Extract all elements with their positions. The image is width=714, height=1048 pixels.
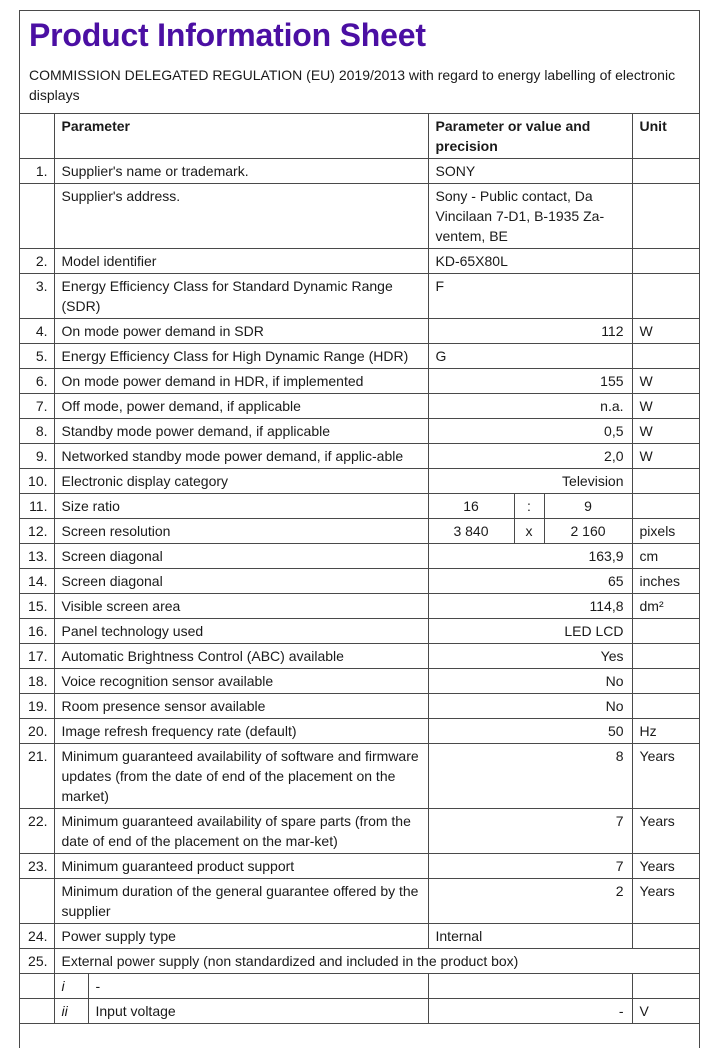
table-row: [20, 924, 700, 949]
row-number: 1.: [20, 159, 54, 184]
parameter-unit: [632, 694, 700, 719]
table-row: [20, 544, 700, 569]
table-row: [20, 569, 700, 594]
table-row: [20, 369, 700, 394]
parameter-name: -: [88, 974, 428, 999]
parameter-value: [428, 974, 632, 999]
parameter-unit: inches: [632, 569, 700, 594]
row-number: 15.: [20, 594, 54, 619]
page-title: Product Information Sheet: [29, 17, 426, 53]
parameter-name: Electronic display category: [54, 469, 428, 494]
parameter-name: Size ratio: [54, 494, 428, 519]
value-separator: :: [514, 494, 544, 519]
value-part-2: 9: [544, 494, 632, 519]
row-number: 7.: [20, 394, 54, 419]
parameter-unit: W: [632, 394, 700, 419]
row-number: 25.: [20, 949, 54, 974]
parameter-name: Energy Efficiency Class for Standard Dynamic Range (SDR): [54, 274, 428, 319]
parameter-unit: [632, 249, 700, 274]
row-number: [20, 999, 54, 1024]
table-row: [20, 854, 700, 879]
parameter-unit: [632, 669, 700, 694]
table-row: [20, 949, 700, 974]
row-number: 8.: [20, 419, 54, 444]
table-row: [20, 319, 700, 344]
parameter-unit: dm²: [632, 594, 700, 619]
header-value: Parameter or value and precision: [428, 114, 632, 159]
parameter-value: Internal: [428, 924, 632, 949]
table-row: [20, 619, 700, 644]
parameter-unit: cm: [632, 544, 700, 569]
parameter-unit: W: [632, 369, 700, 394]
parameter-value: 7: [428, 854, 632, 879]
table-row: [20, 519, 700, 544]
parameter-unit: [632, 469, 700, 494]
parameter-name: Voice recognition sensor available: [54, 669, 428, 694]
parameter-unit: [632, 644, 700, 669]
parameter-unit: W: [632, 319, 700, 344]
header-unit: Unit: [632, 114, 700, 159]
parameter-name: Screen resolution: [54, 519, 428, 544]
parameter-name: Supplier's address.: [54, 184, 428, 249]
parameter-unit: Years: [632, 879, 700, 924]
parameter-value: 7: [428, 809, 632, 854]
parameter-value: 2,0: [428, 444, 632, 469]
row-number: 21.: [20, 744, 54, 809]
row-number: 11.: [20, 494, 54, 519]
parameter-name: Visible screen area: [54, 594, 428, 619]
parameter-value: LED LCD: [428, 619, 632, 644]
parameter-value: No: [428, 694, 632, 719]
parameter-value: F: [428, 274, 632, 319]
parameter-value: Yes: [428, 644, 632, 669]
header-parameter: Parameter: [54, 114, 428, 159]
parameter-name: Panel technology used: [54, 619, 428, 644]
table-row: [20, 744, 700, 809]
parameter-name: Minimum guaranteed availability of software and firmware updates (from the date of end of the placement on the market): [54, 744, 428, 809]
parameter-value: Television: [428, 469, 632, 494]
table-row: [20, 974, 700, 999]
table-row: [20, 669, 700, 694]
product-information-sheet: [19, 10, 700, 1048]
parameter-value: 2: [428, 879, 632, 924]
table-row: [20, 274, 700, 319]
parameter-value: Sony - Public contact, Da Vincilaan 7-D1, B-1935 Za-ventem, BE: [428, 184, 632, 249]
parameter-value: 112: [428, 319, 632, 344]
parameter-unit: Years: [632, 744, 700, 809]
parameter-unit: Years: [632, 854, 700, 879]
parameter-value: 8: [428, 744, 632, 809]
row-number: 20.: [20, 719, 54, 744]
parameter-unit: pixels: [632, 519, 700, 544]
parameter-value: KD-65X80L: [428, 249, 632, 274]
parameter-unit: [632, 274, 700, 319]
parameter-unit: W: [632, 444, 700, 469]
row-number: 5.: [20, 344, 54, 369]
parameter-unit: W: [632, 419, 700, 444]
parameter-unit: [632, 159, 700, 184]
row-number: 18.: [20, 669, 54, 694]
parameter-name: External power supply (non standardized and included in the product box): [54, 949, 700, 974]
parameter-value: 50: [428, 719, 632, 744]
table-row: [20, 419, 700, 444]
sheet-header: [20, 11, 699, 114]
parameter-value: 65: [428, 569, 632, 594]
parameter-value: 163,9: [428, 544, 632, 569]
table-row: [20, 159, 700, 184]
parameter-value: -: [428, 999, 632, 1024]
parameter-value: 155: [428, 369, 632, 394]
parameter-unit: [632, 619, 700, 644]
table-row: [20, 809, 700, 854]
parameter-name: Networked standby mode power demand, if applic-able: [54, 444, 428, 469]
parameter-value: SONY: [428, 159, 632, 184]
parameter-unit: [632, 494, 700, 519]
parameter-unit: [632, 184, 700, 249]
header-num-cell: [20, 114, 54, 159]
table-row: [20, 444, 700, 469]
row-number: [20, 974, 54, 999]
value-separator: x: [514, 519, 544, 544]
row-number: 16.: [20, 619, 54, 644]
value-part-1: 16: [428, 494, 514, 519]
parameter-name: On mode power demand in SDR: [54, 319, 428, 344]
table-row: [20, 344, 700, 369]
row-number: 4.: [20, 319, 54, 344]
table-row: [20, 694, 700, 719]
parameter-name: Automatic Brightness Control (ABC) available: [54, 644, 428, 669]
parameter-unit: [632, 974, 700, 999]
parameter-name: Energy Efficiency Class for High Dynamic Range (HDR): [54, 344, 428, 369]
row-number: 14.: [20, 569, 54, 594]
row-number: 22.: [20, 809, 54, 854]
parameter-unit: V: [632, 999, 700, 1024]
parameters-table: [20, 114, 700, 1024]
parameter-name: Screen diagonal: [54, 544, 428, 569]
sub-index: ii: [54, 999, 88, 1024]
parameter-name: Standby mode power demand, if applicable: [54, 419, 428, 444]
parameter-name: Input voltage: [88, 999, 428, 1024]
sub-index: i: [54, 974, 88, 999]
parameter-name: Off mode, power demand, if applicable: [54, 394, 428, 419]
parameter-value: 0,5: [428, 419, 632, 444]
row-number: [20, 184, 54, 249]
parameter-name: Room presence sensor available: [54, 694, 428, 719]
parameter-name: Image refresh frequency rate (default): [54, 719, 428, 744]
row-number: 10.: [20, 469, 54, 494]
parameter-name: Model identifier: [54, 249, 428, 274]
parameter-name: On mode power demand in HDR, if implemented: [54, 369, 428, 394]
table-row: [20, 879, 700, 924]
row-number: 3.: [20, 274, 54, 319]
parameter-name: Supplier's name or trademark.: [54, 159, 428, 184]
table-row: [20, 999, 700, 1024]
table-row: [20, 494, 700, 519]
row-number: 17.: [20, 644, 54, 669]
table-row: [20, 249, 700, 274]
value-part-2: 2 160: [544, 519, 632, 544]
row-number: 13.: [20, 544, 54, 569]
table-row: [20, 469, 700, 494]
row-number: 2.: [20, 249, 54, 274]
table-row: [20, 184, 700, 249]
table-row: [20, 394, 700, 419]
table-row: [20, 719, 700, 744]
parameter-value: n.a.: [428, 394, 632, 419]
parameter-value: G: [428, 344, 632, 369]
parameter-name: Minimum guaranteed availability of spare parts (from the date of end of the placement on the mar-ket): [54, 809, 428, 854]
parameter-name: Power supply type: [54, 924, 428, 949]
regulation-subtitle: COMMISSION DELEGATED REGULATION (EU) 2019/2013 with regard to energy labelling of electronic displays: [29, 67, 676, 103]
parameter-unit: [632, 344, 700, 369]
parameter-unit: [632, 924, 700, 949]
parameter-name: Minimum guaranteed product support: [54, 854, 428, 879]
row-number: 23.: [20, 854, 54, 879]
parameter-unit: Hz: [632, 719, 700, 744]
row-number: 9.: [20, 444, 54, 469]
table-row: [20, 644, 700, 669]
parameter-value: No: [428, 669, 632, 694]
row-number: 6.: [20, 369, 54, 394]
parameter-value: 114,8: [428, 594, 632, 619]
row-number: [20, 879, 54, 924]
row-number: 12.: [20, 519, 54, 544]
parameter-name: Minimum duration of the general guarantee offered by the supplier: [54, 879, 428, 924]
parameter-unit: Years: [632, 809, 700, 854]
row-number: 24.: [20, 924, 54, 949]
parameter-name: Screen diagonal: [54, 569, 428, 594]
table-row: [20, 594, 700, 619]
table-header-row: [20, 114, 700, 159]
value-part-1: 3 840: [428, 519, 514, 544]
row-number: 19.: [20, 694, 54, 719]
